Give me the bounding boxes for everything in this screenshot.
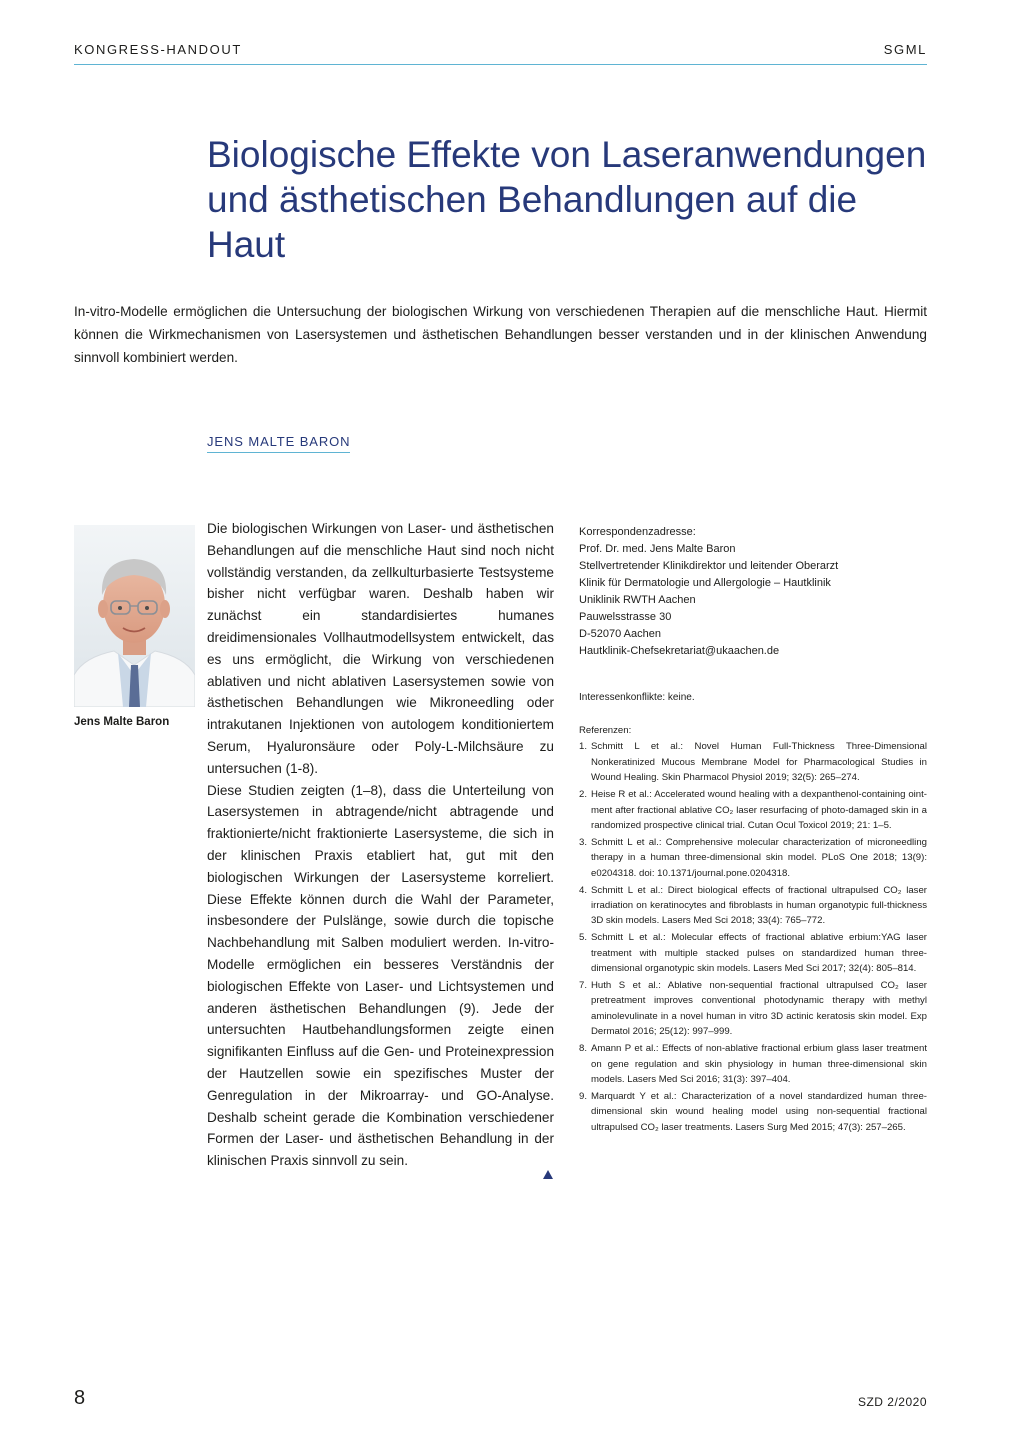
- reference-item: 8. Amann P et al.: Effects of non-ablative fractional erbium glass laser treatment on gene regulation and skin physiology in human three-dimensional skin models. Lasers Med Sci 2016; 31(3): 397–404.: [579, 1043, 927, 1085]
- references-list: [579, 739, 927, 1135]
- correspondence-clinic: Klinik für Dermatologie und Allergologie – Hautklinik: [579, 577, 831, 589]
- correspondence-city: D-52070 Aachen: [579, 628, 661, 640]
- header-society-label: SGML: [883, 42, 927, 57]
- page-number: 8: [74, 1387, 86, 1409]
- reference-item: 1. Schmitt L et al.: Novel Human Full-Thickness Three-Dimensional Nonkeratinized Mucous Membrane Model for Pharmacological Studies in Wound Healing. Skin Pharmacol Physiol 2019; 32(5): 265–274.: [579, 741, 927, 784]
- body-paragraph: Die biologischen Wirkungen von Laser- und ästhetischen Behandlungen auf die menschliche Haut sind noch nicht vollständig verstanden, da zellkulturbasierte Testsysteme bisher nicht verfügbar waren. Deshalb haben wir zunächst ein standardisiertes humanes dreidimensionales Vollhautmodellsystem entwickelt, das es uns ermöglicht, die Wirkung von verschiedenen ablativen und nicht ablativen Lasersystemen sowie von ästhetischen Behandlungen wie Mikroneedling oder intrakutanen Injektionen von autologem konditioniertem Serum, Hyaluronsäure oder Poly-L-Milchsäure zu untersuchen (1-8).: [207, 521, 554, 776]
- reference-item: 7. Huth S et al.: Ablative non-sequential fractional ultrapulsed CO₂ laser pretreatment improves conventional photodynamic therapy with methyl aminolevulinate in a novel human in vitro 3D actinic keratosis skin model. Exp Dermatol 2016; 25(12): 997–999.: [579, 980, 927, 1038]
- running-header: [74, 42, 927, 65]
- correspondence-address: [579, 524, 927, 660]
- reference-item: 2. Heise R et al.: Accelerated wound healing with a dexpanthenol-containing ointment after fractional ablative CO₂ laser resurfacing of photo-damaged skin in a randomized prospective clinical trial. Cutan Ocul Toxicol 2019; 21: 1–5.: [579, 789, 927, 831]
- header-section-label: KONGRESS-HANDOUT: [74, 42, 242, 57]
- article-lead: In-vitro-Modelle ermöglichen die Untersuchung der biologischen Wirkung von verschiedenen Therapien auf die menschliche Haut. Hiermit können die Wirkmechanismen von Lasersystemen und ästhetischen Behandlungen besser verstanden und in der klinischen Anwendung sinnvoll kombiniert werden.: [74, 304, 927, 365]
- correspondence-email[interactable]: Hautklinik-Chefsekretariat@ukaachen.de: [579, 645, 780, 657]
- correspondence-label: Korrespondenzadresse:: [579, 526, 696, 538]
- references-title: Referenzen:: [579, 725, 632, 736]
- reference-item: 9. Marquardt Y et al.: Characterization of a novel standardized human three-dimensional skin wound healing model using non-sequential fractional ultrapulsed CO₂ laser treatments. Lasers Surg Med 2015; 47(3): 257–265.: [579, 1090, 927, 1133]
- reference-item: 5. Schmitt L et al.: Molecular effects of fractional ablative erbium:YAG laser treatment with multiple stacked pulses on standardized human three-dimensional organotypic skin models. Lasers Med Sci 2017; 32(4): 805–814.: [579, 932, 927, 975]
- correspondence-name: Prof. Dr. med. Jens Malte Baron: [579, 543, 736, 555]
- reference-item: 3. Schmitt L et al.: Comprehensive molecular characterization of microneedling therapy in a human three-dimensional skin model. PLoS One 2018; 13(9): e0204318. doi: 10.1371/journal.pone.0204318.: [579, 836, 927, 879]
- reference-item: 4. Schmitt L et al.: Direct biological effects of fractional ultrapulsed CO₂ laser irradiation on keratinocytes and fibroblasts in human organotypic full-thickness 3D skin models. Lasers Med Sci 2018; 33(4): 765–772.: [579, 884, 927, 927]
- portrait-caption: Jens Malte Baron: [74, 716, 170, 728]
- article-body: [207, 518, 554, 1172]
- body-paragraph: Diese Studien zeigten (1–8), dass die Unterteilung von Lasersystemen in abtragende/nicht abtragende und fraktionierte/nicht fraktionierte Lasersysteme, die sich in der klinischen Praxis etabliert hat, gut mit den biologischen Wirkungen der Lasersysteme korreliert. Diese Effekte können durch die Wahl der Parameter, insbesondere der Pulslänge, sowie durch die topische Nachbehandlung mit Salben moduliert werden. In-vitro-Modelle ermöglichen ein besseres Verständnis der biologischen Effekte von Laser- und Lichtsystemen und anderen ästhetischen Behandlungen (9). Jede der untersuchten Hautbehandlungsformen zeigte einen signifikanten Einfluss auf die Gen- und Proteinexpression der Hautzellen sowie ein spezifisches Muster der Genregulation in der Mikroarray- und GO-Analyse. Deshalb scheint gerade die Kombination verschiedener Formen der Laser- und ästhetischen Behandlung in der klinischen Praxis sinnvoll zu sein.: [207, 782, 554, 1169]
- correspondence-institution: Uniklinik RWTH Aachen: [579, 594, 696, 606]
- portrait-illustration: [74, 525, 195, 707]
- end-of-article-triangle-icon: [543, 1170, 553, 1179]
- article-title: Biologische Effekte von Laseranwendungen und ästhetischen Behandlungen auf die Haut: [207, 134, 927, 265]
- author-portrait: [74, 525, 195, 707]
- conflict-of-interest-note: Interessenkonflikte: keine.: [579, 692, 695, 703]
- correspondence-role: Stellvertretender Klinikdirektor und leitender Oberarzt: [579, 560, 839, 572]
- references: [579, 723, 927, 1137]
- author-byline: JENS MALTE BARON: [207, 434, 350, 453]
- correspondence-street: Pauwelsstrasse 30: [579, 611, 672, 623]
- issue-label: SZD 2/2020: [857, 1395, 927, 1409]
